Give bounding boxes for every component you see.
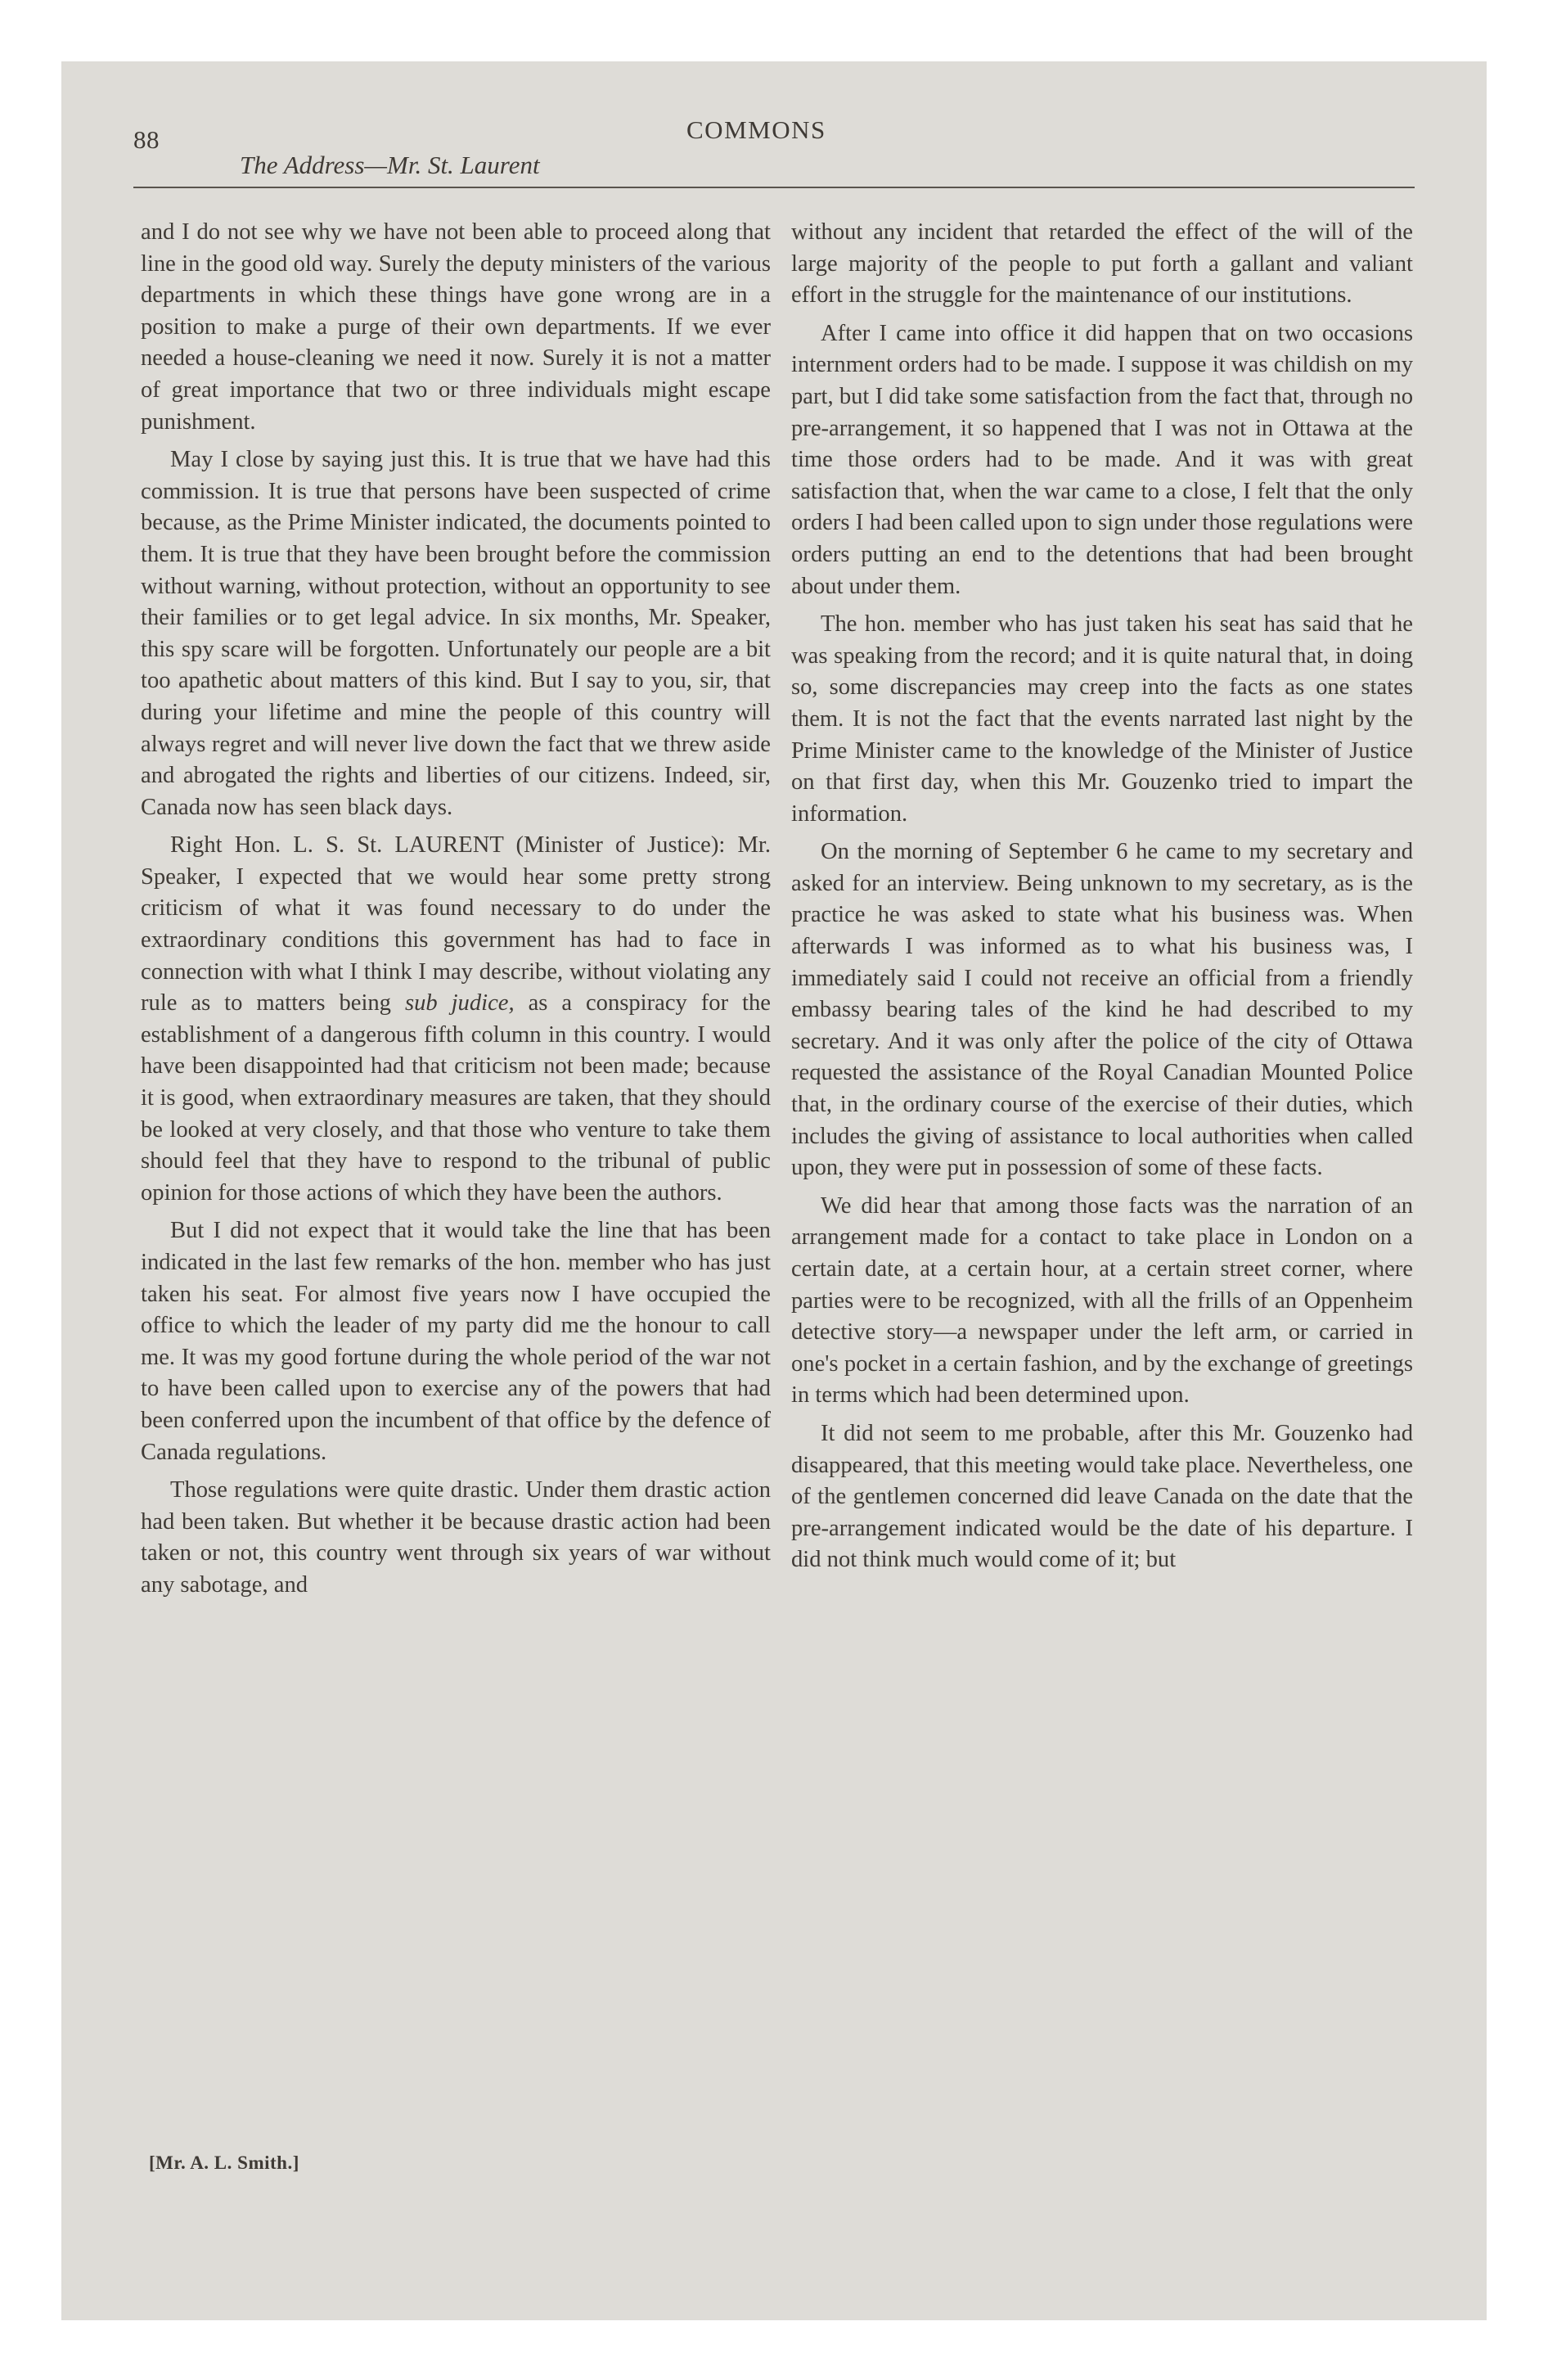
page-sheet	[61, 61, 1487, 2320]
left-column	[141, 217, 771, 1608]
speaker-name: Right Hon. L. S. St. LAURENT (Minister of Justice):	[170, 832, 726, 859]
header-rule	[133, 187, 1415, 188]
page-number: 88	[133, 125, 160, 154]
paragraph: We did hear that among those facts was the narration of an arrangement made for a contact to take place in London on a certain date, at a certain hour, at a certain street corner, where parties were to be recognized, with all the frills of an Oppenheim detective story—a newspaper under the left arm, or carried in one's pocket in a certain fashion, and by the exchange of greetings in terms which had been determined upon.	[791, 1192, 1413, 1409]
paragraph-text: as a conspiracy for the establishment of a dangerous fifth column in this country. I would have been disappointed had that criticism not been made; because it is good, when extraordinary measures are taken, that they should be looked at very closely, and that those who venture to take them should feel that they have to respond to the tribunal of public opinion for those actions of which they have been the authors.	[141, 990, 771, 1206]
paragraph: After I came into office it did happen that on two occasions internment orders had to be made. I suppose it was childish on my part, but I did take some satisfaction from the fact that, through no pre-arrangement, it so happened that I was not in Ottawa at the time those orders had to be made. And it was with great satisfaction that, when the war came to a close, I felt that the only orders I had been called upon to sign under those regulations were orders putting an end to the detentions that had been brought about under them.	[791, 320, 1413, 599]
paragraph: On the morning of September 6 he came to my secretary and asked for an interview. Being unknown to my secretary, as is the practice he was asked to state what his business was. When afterwards I was informed as to what his business was, I immediately said I could not receive an official from a friendly embassy bearing tales of the kind he had described to my secretary. And it was only after the police of the city of Ottawa requested the assistance of the Royal Canadian Mounted Police that, in the ordinary course of the exercise of their duties, which includes the giving of assistance to local authorities when called upon, they were put in possession of some of these facts.	[791, 839, 1413, 1181]
paragraph-text: Mr. Speaker, I expected that we would hear some pretty strong criticism of what it was found necessary to do under the extraordinary conditions this government has had to face in connection with what I think I may describe, without violating any rule as to matters being	[141, 832, 771, 1016]
footnote: [Mr. A. L. Smith.]	[149, 2152, 299, 2173]
italic-phrase: sub judice,	[404, 990, 515, 1016]
paragraph: and I do not see why we have not been able to proceed along that line in the good old way. Surely the deputy ministers of the various departments in which these things have gone wrong are in a position to make a purge of their own departments. If we ever needed a house-cleaning we need it now. Surely it is not a matter of great importance that two or three individuals might escape punishment.	[141, 219, 771, 435]
paragraph: without any incident that retarded the effect of the will of the large majority of the people to put forth a gallant and valiant effort in the struggle for the maintenance of our institutions.	[791, 219, 1413, 309]
paragraph: Those regulations were quite drastic. Under them drastic action had been taken. But whether it be because drastic action had been taken or not, this country went through six years of war without any sabotage, and	[141, 1477, 771, 1598]
paragraph: The hon. member who has just taken his seat has said that he was speaking from the record; and it is quite natural that, in doing so, some discrepancies may creep into the facts as one states them. It is not the fact that the events narrated last night by the Prime Minister came to the knowledge of the Minister of Justice on that first day, when this Mr. Gouzenko tried to impart the information.	[791, 611, 1413, 827]
paragraph: May I close by saying just this. It is true that we have had this commission. It is true that persons have been suspected of crime because, as the Prime Minister indicated, the documents pointed to them. It is true that they have been brought before the commission without warning, without protection, without an opportunity to see their families or to get legal advice. In six months, Mr. Speaker, this spy scare will be forgotten. Unfortunately our people are a bit too apathetic about matters of this kind. But I say to you, sir, that during your lifetime and mine the people of this country will always regret and will never live down the fact that we threw aside and abrogated the rights and liberties of our citizens. Indeed, sir, Canada now has seen black days.	[141, 447, 771, 820]
right-column	[791, 217, 1413, 1583]
paragraph: It did not seem to me probable, after this Mr. Gouzenko had disappeared, that this meeting would take place. Nevertheless, one of the gentlemen concerned did leave Canada on the date that the pre-arrangement indicated would be the date of his departure. I did not think much would come of it; but	[791, 1420, 1413, 1573]
paragraph-speech-start	[141, 830, 771, 1209]
paragraph: But I did not expect that it would take the line that has been indicated in the last few remarks of the hon. member who has just taken his seat. For almost five years now I have occupied the office to which the leader of my party did me the honour to call me. It was my good fortune during the whole period of the war not to have been called upon to exercise any of the powers that had been conferred upon the incumbent of that office by the defence of Canada regulations.	[141, 1218, 771, 1465]
running-head: The Address—Mr. St. Laurent	[240, 151, 540, 179]
chamber-heading: COMMONS	[686, 115, 826, 144]
